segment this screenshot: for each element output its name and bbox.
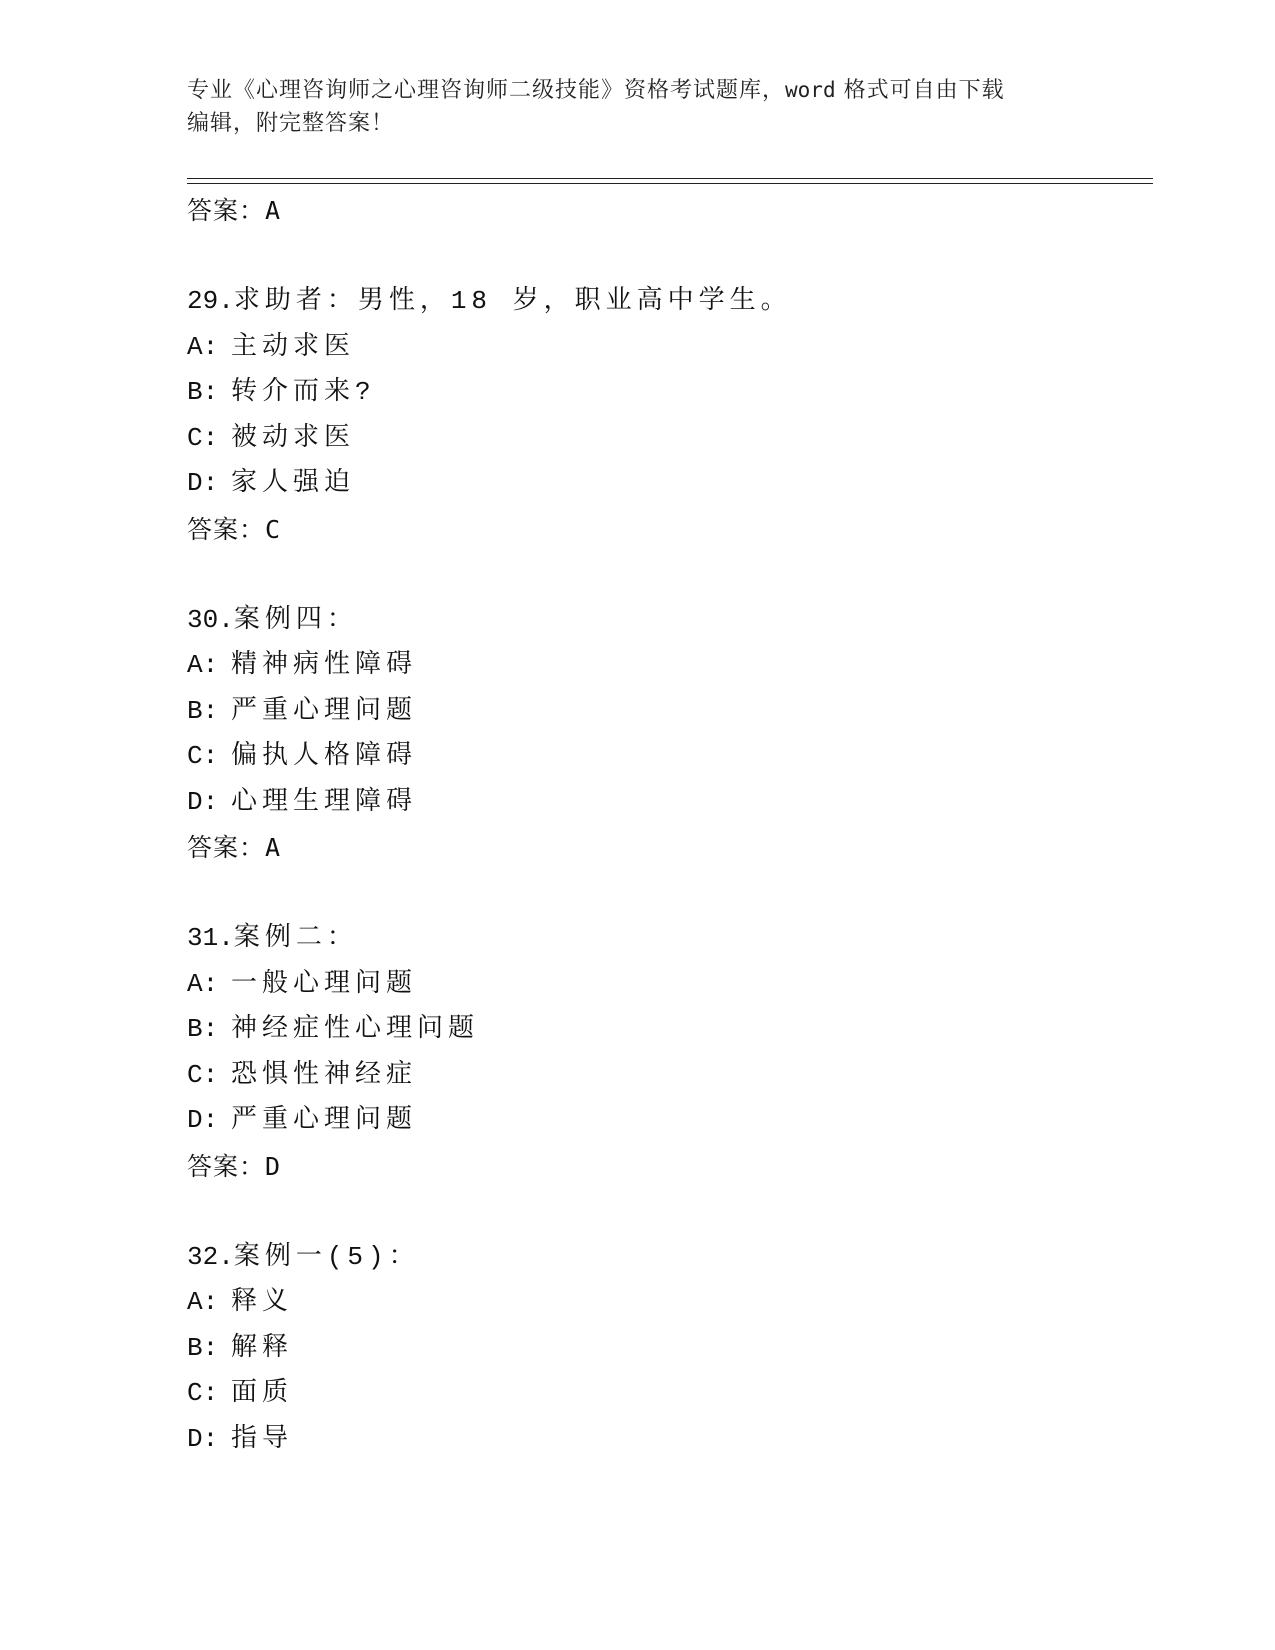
answer-line bbox=[187, 1144, 1153, 1190]
answer-label: 答案： bbox=[187, 1151, 266, 1181]
option-text: 面质 bbox=[231, 1378, 294, 1408]
option-letter: C: bbox=[187, 1059, 219, 1090]
option-text: 家人强迫 bbox=[231, 468, 356, 498]
option-a bbox=[187, 325, 1153, 371]
option-letter: A: bbox=[187, 968, 219, 999]
option-letter: D: bbox=[187, 1423, 219, 1454]
option-b bbox=[187, 689, 1153, 735]
option-a bbox=[187, 1280, 1153, 1326]
question-text: 案例一(5)： bbox=[233, 1241, 420, 1272]
option-b bbox=[187, 1007, 1153, 1053]
option-letter: A: bbox=[187, 1287, 219, 1317]
answer-line bbox=[187, 825, 1153, 871]
option-letter: B: bbox=[187, 377, 219, 407]
question-31 bbox=[187, 916, 1153, 1190]
option-letter: A: bbox=[187, 331, 219, 362]
option-text: 精神病性障碍 bbox=[231, 650, 418, 680]
question-number: 32. bbox=[187, 1241, 234, 1272]
question-30 bbox=[187, 598, 1153, 872]
answer-value: D bbox=[265, 1151, 282, 1181]
answer-line bbox=[187, 507, 1153, 553]
option-letter: D: bbox=[187, 1105, 219, 1135]
header-text-part-1: 专业《心理咨询师之心理咨询师二级技能》资格考试题库， bbox=[187, 78, 786, 103]
option-letter: C: bbox=[187, 422, 219, 453]
option-letter: C: bbox=[187, 1378, 219, 1408]
question-32 bbox=[187, 1235, 1153, 1463]
option-c bbox=[187, 1053, 1153, 1099]
question-number: 29. bbox=[187, 286, 234, 316]
answer-line bbox=[187, 188, 1153, 234]
option-text: 偏执人格障碍 bbox=[231, 741, 418, 771]
header-word-format: word bbox=[785, 78, 836, 102]
option-letter: B: bbox=[187, 695, 219, 726]
option-d bbox=[187, 1098, 1153, 1144]
answer-value: A bbox=[265, 833, 282, 862]
question-number: 31. bbox=[187, 923, 234, 953]
option-c bbox=[187, 1371, 1153, 1417]
option-text: 释义 bbox=[231, 1287, 294, 1317]
option-text: 主动求医 bbox=[231, 331, 356, 362]
option-text: 严重心理问题 bbox=[231, 695, 418, 726]
option-text: 解释 bbox=[231, 1332, 294, 1363]
option-text: 指导 bbox=[231, 1423, 294, 1454]
option-text: 严重心理问题 bbox=[231, 1105, 418, 1135]
answer-label: 答案： bbox=[187, 833, 266, 862]
option-text: 恐惧性神经症 bbox=[231, 1059, 418, 1090]
option-d bbox=[187, 461, 1153, 507]
document-header bbox=[187, 74, 1087, 140]
question-text: 求助者：男性，18 岁，职业高中学生。 bbox=[233, 286, 792, 316]
question-number: 30. bbox=[187, 604, 234, 635]
option-letter: C: bbox=[187, 741, 219, 771]
question-list bbox=[187, 188, 1153, 1462]
option-a bbox=[187, 643, 1153, 689]
answer-value: A bbox=[265, 196, 282, 225]
answer-value: C bbox=[265, 514, 282, 544]
question-text: 案例二： bbox=[233, 923, 358, 953]
option-a bbox=[187, 962, 1153, 1008]
option-letter: D: bbox=[187, 786, 219, 817]
answer-label: 答案： bbox=[187, 196, 266, 225]
header-line-1 bbox=[187, 74, 1087, 107]
question-stem bbox=[187, 598, 1153, 644]
option-b bbox=[187, 370, 1153, 416]
option-c bbox=[187, 416, 1153, 462]
option-letter: B: bbox=[187, 1332, 219, 1363]
option-letter: D: bbox=[187, 468, 219, 498]
header-divider-bottom bbox=[187, 183, 1153, 184]
option-b bbox=[187, 1326, 1153, 1372]
option-text: 一般心理问题 bbox=[231, 968, 418, 999]
question-stem bbox=[187, 916, 1153, 962]
header-text-part-2: 格式可自由下载 bbox=[843, 78, 1005, 103]
question-stem bbox=[187, 1235, 1153, 1281]
option-d bbox=[187, 1417, 1153, 1463]
option-letter: B: bbox=[187, 1014, 219, 1044]
option-letter: A: bbox=[187, 650, 219, 680]
option-text: 转介而来? bbox=[231, 377, 376, 407]
option-text: 神经症性心理问题 bbox=[231, 1014, 480, 1044]
option-text: 被动求医 bbox=[231, 422, 356, 453]
answer-label: 答案： bbox=[187, 514, 266, 544]
header-divider-top bbox=[187, 178, 1153, 179]
option-c bbox=[187, 734, 1153, 780]
question-stem bbox=[187, 279, 1153, 325]
question-text: 案例四： bbox=[233, 604, 358, 635]
option-d bbox=[187, 780, 1153, 826]
option-text: 心理生理障碍 bbox=[231, 786, 418, 817]
question-29 bbox=[187, 279, 1153, 553]
header-line-2: 编辑，附完整答案！ bbox=[187, 111, 395, 136]
